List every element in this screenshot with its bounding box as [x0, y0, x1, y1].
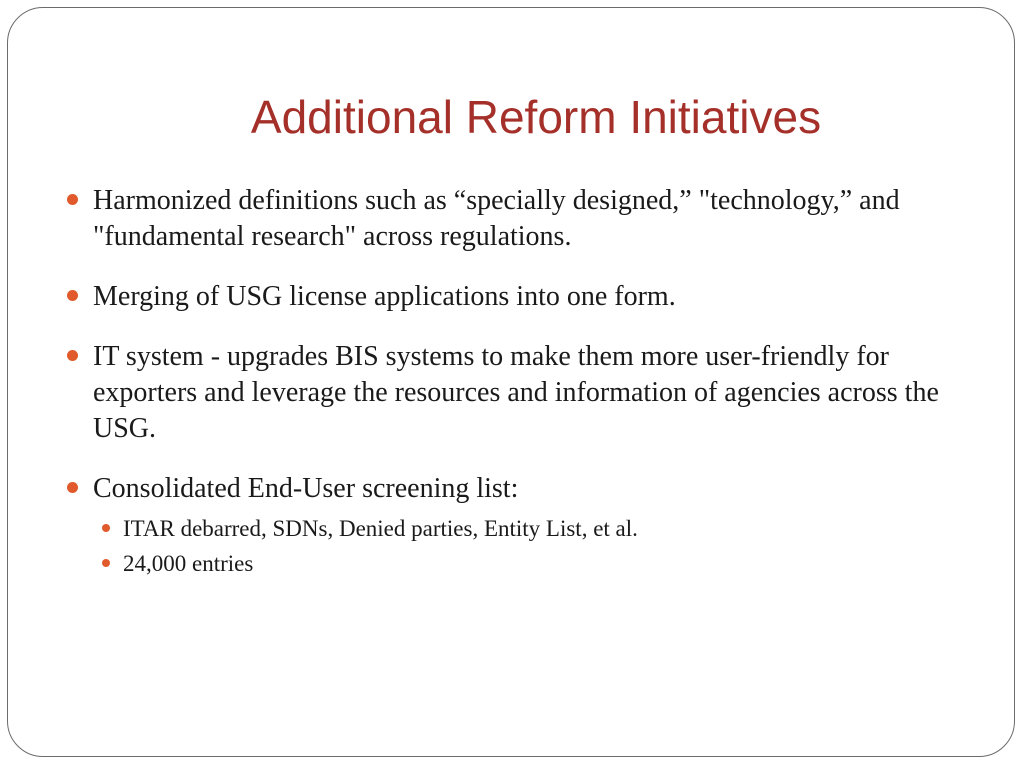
bullet-dot-icon	[67, 194, 78, 205]
slide-content	[93, 183, 983, 581]
bullet-text: Harmonized definitions such as “specially designed,” "technology,” and "fundamental research" across regulations.	[93, 185, 900, 252]
bullet-item-license-applications	[93, 279, 983, 315]
sub-bullet-item-entries	[123, 546, 983, 581]
bullet-item-harmonized-definitions	[93, 183, 983, 255]
sub-bullet-text: 24,000 entries	[123, 551, 254, 576]
bullet-text: IT system - upgrades BIS systems to make them more user-friendly for exporters and leverage the resources and information of agencies across the USG.	[93, 341, 939, 444]
bullet-dot-icon	[67, 350, 78, 361]
bullet-text: Merging of USG license applications into one form.	[93, 281, 676, 312]
sub-bullet-dot-icon	[102, 524, 110, 532]
bullet-text: Consolidated End-User screening list:	[93, 473, 519, 504]
bullet-dot-icon	[67, 290, 78, 301]
sub-bullet-dot-icon	[102, 559, 110, 567]
bullet-item-screening-list	[93, 471, 983, 507]
bullet-item-it-system	[93, 339, 983, 447]
bullet-dot-icon	[67, 482, 78, 493]
slide-title: Additional Reform Initiatives	[250, 91, 822, 143]
sub-bullet-text: ITAR debarred, SDNs, Denied parties, Entity List, et al.	[123, 516, 638, 541]
sub-bullet-item-itar	[123, 511, 983, 546]
